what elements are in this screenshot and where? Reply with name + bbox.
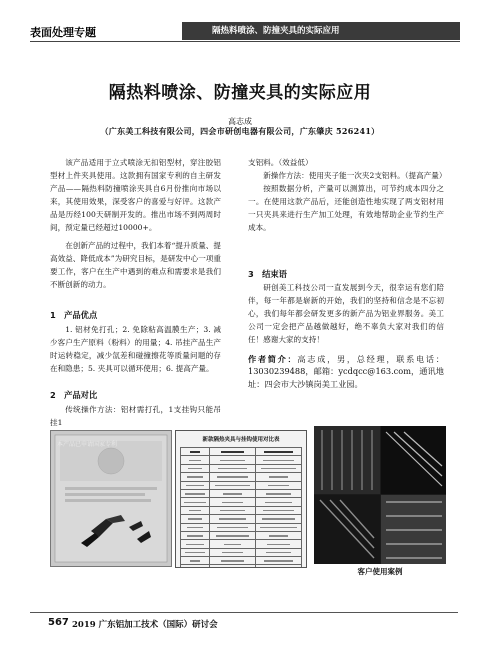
comparison-table-cell-mark <box>216 535 250 536</box>
comparison-table-cell <box>210 456 256 464</box>
comparison-table-cell <box>210 523 256 531</box>
comparison-table-cell <box>210 448 256 456</box>
comparison-table-cell-mark <box>260 527 296 528</box>
comparison-table-cell <box>256 506 302 514</box>
comparison-table-row <box>181 481 302 489</box>
comparison-table-cell <box>256 548 302 556</box>
conference-name: 2019 广东铝加工技术（国际）研讨会 <box>72 620 218 630</box>
comparison-table-cell <box>256 464 302 472</box>
author-bio-label: 作者简介： <box>248 353 298 364</box>
section-2-heading: 2 产品对比 <box>50 390 98 400</box>
comparison-table-row <box>181 540 302 548</box>
left-column <box>50 157 221 292</box>
comparison-table-cell <box>181 523 210 531</box>
section-2-text: 传统操作方法：铝材需打孔，1支挂钩只能吊挂1 <box>50 405 221 427</box>
comparison-table-row <box>181 515 302 523</box>
customer-use-case-photo <box>314 426 446 564</box>
comparison-table-cell <box>210 565 256 568</box>
comparison-table-cell-mark <box>265 502 292 503</box>
intro-paragraph-2: 在创新产品的过程中，我们本着“提升质量、提高效益、降低成本”为研究目标，是研发中心一项重要工作，客户在生产中遇到的难点和需要求是我们不断创新的动力。 <box>50 241 221 290</box>
comparison-table-cell <box>210 481 256 489</box>
comparison-table-cell-mark <box>188 518 201 519</box>
comparison-table-cell <box>256 473 302 481</box>
comparison-table-row <box>181 557 302 565</box>
comparison-table-cell-mark <box>187 476 203 477</box>
comparison-table-row <box>181 498 302 506</box>
comparison-table-cell-mark <box>187 527 202 528</box>
comparison-table-cell-mark <box>189 460 201 461</box>
comparison-table-cell-mark <box>185 493 205 494</box>
comparison-table-cell-mark <box>219 518 247 519</box>
right-column <box>248 157 447 234</box>
comparison-table-cell <box>181 540 210 548</box>
comparison-table-cell-mark <box>221 451 244 452</box>
comparison-table-cell <box>256 523 302 531</box>
comparison-table-cell-mark <box>190 560 201 561</box>
comparison-table-row <box>181 456 302 464</box>
comparison-table-cell-mark <box>217 476 249 477</box>
comparison-table-cell <box>181 448 210 456</box>
comparison-table-row <box>181 489 302 497</box>
comparison-table-cell <box>181 498 210 506</box>
comparison-table-cell <box>256 515 302 523</box>
section-label: 表面处理专题 <box>30 26 96 39</box>
customer-use-case-graphic <box>314 426 446 564</box>
comparison-table-cell <box>256 531 302 539</box>
section-2-body <box>50 404 221 430</box>
comparison-table-cell-mark <box>215 485 250 486</box>
comparison-table-cell-mark <box>264 560 293 561</box>
comparison-table-row <box>181 548 302 556</box>
comparison-table-cell <box>256 456 302 464</box>
comparison-table-cell-mark <box>218 468 247 469</box>
comparison-table-cell-mark <box>263 510 293 511</box>
comparison-table-cell-mark <box>223 493 241 494</box>
comparison-table-cell <box>181 506 210 514</box>
comparison-table-image <box>175 430 307 568</box>
comparison-table-cell-mark <box>266 493 290 494</box>
running-title: 隔热料喷涂、防撞夹具的实际应用 <box>182 22 460 40</box>
analysis-text: 按照数据分析，产量可以测算出，可节约成本四分之一。在使用这款产品后，还能创造性地实现了两支铝材用一只夹具来进行生产加工处理，有效地帮助企业节约生产成本。 <box>248 183 444 232</box>
paper-title: 隔热料喷涂、防撞夹具的实际应用 <box>108 83 372 103</box>
comparison-table-cell-mark <box>269 535 289 536</box>
comparison-table-cell-mark <box>221 560 244 561</box>
author-bio-text: 高志成，男，总经理，联系电话：13030239488，邮箱：ycdqcc@163.com，通讯地址：四会市大沙镇岗美工业园。 <box>248 353 444 390</box>
comparison-table-row <box>181 448 302 456</box>
comparison-table-cell <box>210 515 256 523</box>
patent-certificate-graphic <box>51 431 171 566</box>
comparison-table-title: 新款隔热夹具与挂钩使用对比表 <box>202 437 280 443</box>
comparison-table-cell <box>181 548 210 556</box>
comparison-table <box>180 447 302 568</box>
author-bio <box>248 353 444 392</box>
comparison-table-cell-mark <box>222 552 242 553</box>
comparison-table-cell <box>210 489 256 497</box>
comparison-table-cell-mark <box>264 451 292 452</box>
comparison-table-cell <box>210 473 256 481</box>
comparison-table-cell-mark <box>267 544 290 545</box>
patent-certificate-image <box>50 430 172 567</box>
comparison-table-cell-mark <box>224 544 241 545</box>
comparison-table-cell <box>210 464 256 472</box>
comparison-table-cell <box>181 464 210 472</box>
comparison-table-row <box>181 464 302 472</box>
comparison-table-cell <box>256 448 302 456</box>
comparison-table-cell <box>181 565 210 568</box>
running-header <box>30 22 460 44</box>
comparison-table-row <box>181 473 302 481</box>
comparison-table-cell <box>181 531 210 539</box>
comparison-table-cell-mark <box>220 510 244 511</box>
comparison-table-cell-mark <box>263 460 294 461</box>
new-method-text: 新操作方法：使用夹子能一次夹2支铝料。（提高产量） <box>263 170 447 180</box>
comparison-table-cell-mark <box>186 544 205 545</box>
comparison-table-row <box>181 506 302 514</box>
comparison-table-row <box>181 531 302 539</box>
comparison-table-cell <box>256 565 302 568</box>
comparison-table-cell <box>256 557 302 565</box>
customer-use-case-caption: 客户使用案例 <box>357 567 403 576</box>
comparison-table-cell-mark <box>186 485 204 486</box>
comparison-table-cell-mark <box>222 502 243 503</box>
comparison-table-cell-mark <box>184 502 205 503</box>
affiliation: （广东美工科技有限公司，四会市研创电器有限公司，广东肇庆 526241） <box>100 126 380 136</box>
section-3-heading: 3 结束语 <box>248 269 287 279</box>
comparison-table-cell <box>181 481 210 489</box>
page-number: 567 <box>48 617 69 628</box>
comparison-table-cell <box>210 548 256 556</box>
comparison-table-cell-mark <box>268 485 289 486</box>
section-1-text: 1. 铝材免打孔；2. 免除粘高温膜生产；3. 减少客户生产原料（粉料）的用量；4. 吊挂产品生产时运转稳定，减少氙差和碰撞擦花等质量问题的存在和隐患；5. 夹具可以循环使用；6. 提高产量。 <box>50 325 221 373</box>
fig1-watermark: 本产品已申请国家专利 <box>57 441 118 448</box>
comparison-table-cell-mark <box>266 552 292 553</box>
comparison-table-row <box>181 565 302 568</box>
comparison-table-cell <box>256 540 302 548</box>
comparison-table-cell-mark <box>269 476 287 477</box>
comparison-table-cell-mark <box>262 518 295 519</box>
comparison-table-cell <box>210 506 256 514</box>
comparison-table-cell <box>210 498 256 506</box>
comparison-table-cell <box>181 515 210 523</box>
comparison-table-cell-mark <box>217 527 248 528</box>
comparison-table-cell-mark <box>261 468 295 469</box>
comparison-table-cell-mark <box>189 510 200 511</box>
header-rule <box>30 41 460 42</box>
comparison-table-row <box>181 523 302 531</box>
comparison-table-cell <box>181 557 210 565</box>
comparison-table-cell <box>210 531 256 539</box>
comparison-table-cell-mark <box>185 552 206 553</box>
continued-text: 支铝料。（效益低） <box>248 158 313 167</box>
comparison-table-cell <box>256 489 302 497</box>
section-1-body <box>50 324 221 376</box>
comparison-table-cell <box>256 498 302 506</box>
comparison-table-cell <box>181 489 210 497</box>
footer-rule <box>30 612 458 613</box>
section-1-heading: 1 产品优点 <box>50 310 98 320</box>
comparison-table-cell <box>210 557 256 565</box>
comparison-table-cell <box>210 540 256 548</box>
comparison-table-cell-mark <box>188 468 202 469</box>
comparison-table-cell <box>181 473 210 481</box>
comparison-table-cell <box>256 481 302 489</box>
conclusion-text: 研创美工科技公司一直发展到今天，很幸运有您们陪伴，每一年都是崭新的开始，我们的坚持和信念是不忘初心，我们每年都会研发更多的新产品为铝业界服务。美工公司一定会把产品越做越好，绝不辜负大家对我们的信任！感谢大家的支持！ <box>248 283 444 344</box>
intro-paragraph-1: 该产品适用于立式喷涂无扣铝型材，穿注胶铝型材上件夹具使用。这款拥有国家专利的自主研发产品——隔热料防撞喷涂夹具自6月份推向市场以来，其使用效果，深受客户的喜爱与好评。这款产品是历经100天研制开发的。推出市场不到两周时间，预定量已经超过10000+。 <box>50 158 221 232</box>
section-3-body <box>248 282 444 391</box>
comparison-table-cell-mark <box>220 460 246 461</box>
author-name: 高志成 <box>228 117 252 126</box>
comparison-table-cell <box>181 456 210 464</box>
comparison-table-cell-mark <box>190 451 200 452</box>
comparison-table-cell-mark <box>187 535 204 536</box>
